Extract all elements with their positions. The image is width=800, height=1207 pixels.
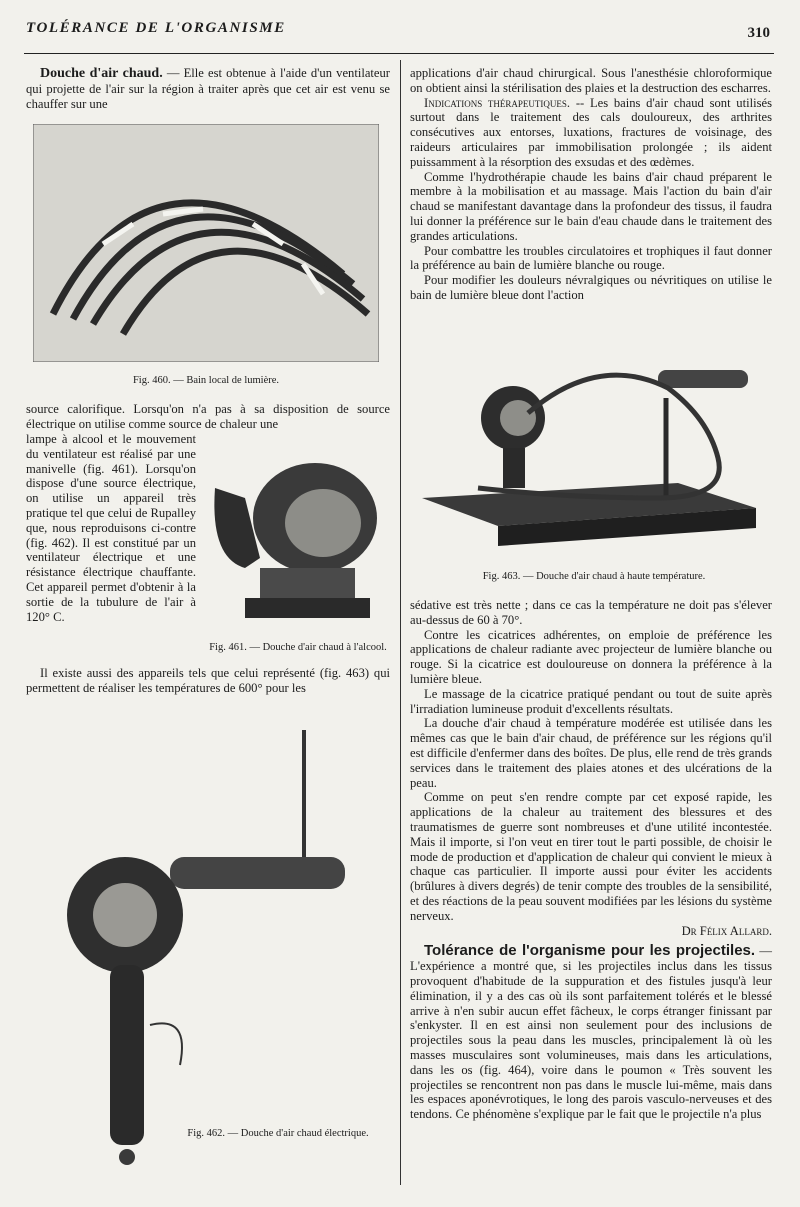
left-para-1-text: — Elle est obtenue à l'aide d'un ventilateur qui projette de l'air sur la région à traiter après que cet air est venu se chauffer sur une bbox=[26, 66, 390, 111]
left-para-3 bbox=[26, 666, 390, 696]
left-para-2a bbox=[26, 402, 390, 432]
right-para-8: Le massage de la cicatrice pratiqué pendant ou tout de suite après l'irradiation lumineuse produit d'excellents résultats. bbox=[410, 686, 772, 716]
right-para-10: Comme on peut s'en rendre compte par cet exposé rapide, les applications de la chaleur au traitement des blessures et des traumatismes de guerre sont nombreuses et d'une utilité incontestée. Mais il importe, si l'on veut en tirer tout le parti possible, de choisir le mode de production et d'application de chaleur qui convient le mieux à chaque cas particulier. Il importe aussi pour éviter les accidents (brûlures à divers degrés) de tenir compte des troubles de la sensibilité, et des réactions de la peau souvent modifiées par les lésions du système nerveux. bbox=[410, 790, 772, 923]
right-para-3: Comme l'hydrothérapie chaude les bains d'air chaud préparent le membre à la mobilisation et au massage. Mais l'action du bain d'air chaud se manifestant davantage dans la profondeur des tissus, il faudra lui donner la préférence sur le bain d'eau chaude dans le traitement des grandes articulations. bbox=[410, 169, 772, 243]
right-column-bottom bbox=[410, 598, 772, 1122]
left-para-1 bbox=[26, 66, 390, 111]
right-column-top bbox=[410, 66, 772, 303]
left-para-3-text: Il existe aussi des appareils tels que celui représenté (fig. 463) qui permettent de réaliser les températures de 600° pour les bbox=[26, 666, 390, 695]
figure-460 bbox=[33, 124, 379, 362]
header-rule bbox=[24, 53, 774, 54]
right-para-9: La douche d'air chaud à température modérée est utilisée dans les mêmes cas que le bain d'air chaud, de préférence sur les régions qu'il est difficile d'enfermer dans des boîtes. De plus, elle rend de très grands services dans le traitement des plaies atones et des ulcérations de la peau. bbox=[410, 716, 772, 790]
right-para-5: Pour modifier les douleurs névralgiques ou névritiques on utilise le bain de lumière bleue dont l'action bbox=[410, 273, 772, 302]
author-signature: Dr Félix Allard. bbox=[681, 923, 772, 938]
right-para-4: Pour combattre les troubles circulatoires et trophiques il faut donner la préférence au bain de lumière blanche ou rouge. bbox=[410, 243, 772, 273]
right-para-1: applications d'air chaud chirurgical. Sous l'anesthésie chloroformique on obtient ainsi la stérilisation des plaies et la destruction des escharres. bbox=[410, 66, 772, 95]
right-para-6: sédative est très nette ; dans ce cas la température ne doit pas s'élever au-dessus de 60 à 70°. bbox=[410, 598, 772, 627]
figure-462 bbox=[60, 725, 360, 1170]
left-para-2a-text: source calorifique. Lorsqu'on n'a pas à sa disposition de source électrique on utilise comme source de chaleur une bbox=[26, 402, 390, 431]
indications-head: Indications thérapeutiques. bbox=[424, 95, 571, 110]
indications-text: -- Les bains d'air chaud sont utilisés surtout dans le traitement des cals douloureux, des arthrites consécutives aux entorses, luxations, fractures de voisinage, des raideurs articulaires par immobilisation prolongée ; ils aident puissamment à la résorption des exsudas et des œdèmes. bbox=[410, 95, 772, 169]
column-rule bbox=[400, 60, 401, 1185]
figure-463 bbox=[418, 358, 770, 563]
figure-461 bbox=[205, 448, 385, 628]
left-para-2b bbox=[26, 432, 196, 624]
fig-463-caption: Fig. 463. — Douche d'air chaud à haute température. bbox=[482, 571, 706, 582]
section-head-tolerance: Tolérance de l'organisme pour les projectiles. bbox=[424, 942, 756, 960]
page-number: 310 bbox=[747, 25, 770, 41]
left-para-2b-text: lampe à alcool et le mouvement du ventilateur est réalisé par une manivelle (fig. 461). Lorsqu'on dispose d'une source électrique, on utilise un appareil très pratique tel que celui de Rupalley que, nous reproduisons ci-contre (fig. 462). Il est constitué par un ventilateur électrique et une résistance électrique chauffante. Cet appareil permet d'obtenir à la sortie de la tubulure de l'air à 120° C. bbox=[26, 432, 196, 624]
right-para-11: — L'expérience a montré que, si les projectiles inclus dans les tissus provoquent d'habitude de la suppuration et des fistules jusqu'à leur élimination, il y a des cas où ils sont parfaitement tolérés et le blessé arrive à n'en subir aucun effet fâcheux, le corps étranger finissant par s'enkyster. Il en est ainsi non seulement pour des inclusions de projectiles sous la peau dans les muscles, principalement là où les masses musculaires sont volumineuses, mais dans les articulations, dans les os (fig. 464), voire dans le poumon « Très souvent les projectiles se rencontrent non pas dans le muscle lui-même, mais dans les espaces aponévrotiques, le long des parois vasculo-nerveuses et des tendons. Ce phénomène s'explique par le fait que le projectile n'a plus bbox=[410, 944, 772, 1122]
right-para-7: Contre les cicatrices adhérentes, on emploie de préférence les applications de chaleur radiante avec projecteur de lumière blanche ou rouge. Si la cicatrice est douloureuse on donnera la préférence à la lumière bleue. bbox=[410, 627, 772, 686]
running-title: TOLÉRANCE DE L'ORGANISME bbox=[26, 20, 286, 36]
fig-460-caption: Fig. 460. — Bain local de lumière. bbox=[132, 375, 280, 386]
section-head-douche: Douche d'air chaud. bbox=[40, 66, 163, 81]
fig-462-caption: Fig. 462. — Douche d'air chaud électrique. bbox=[187, 1128, 369, 1139]
fig-461-caption: Fig. 461. — Douche d'air chaud à l'alcool. bbox=[209, 642, 387, 653]
